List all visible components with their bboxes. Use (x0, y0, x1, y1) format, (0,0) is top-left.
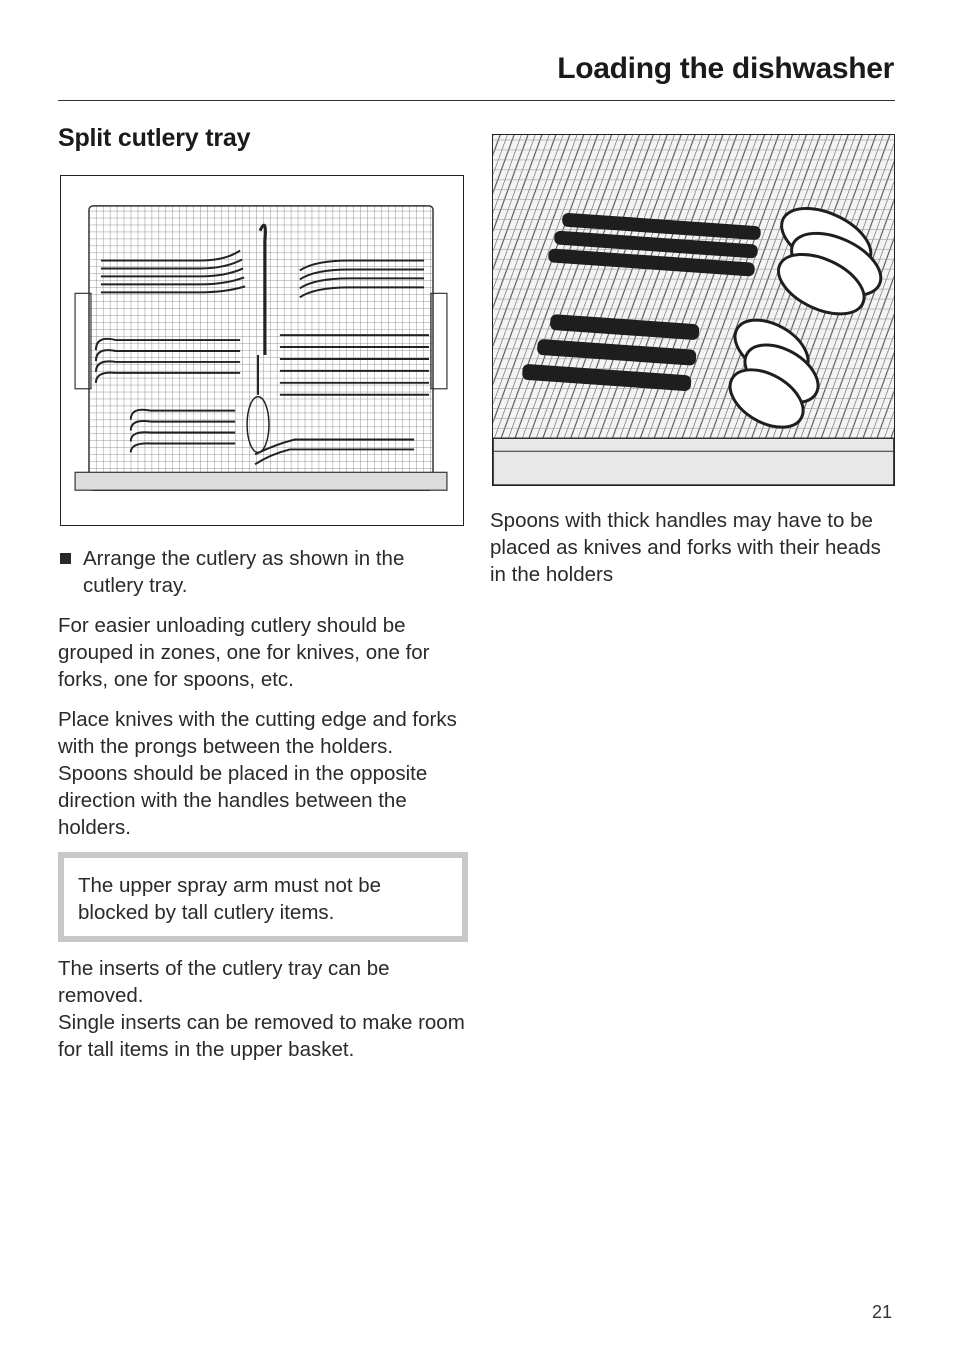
bullet-text: Arrange the cutlery as shown in the cutlery tray. (83, 547, 405, 597)
bullet-item (58, 545, 468, 599)
right-column (490, 134, 895, 588)
paragraph-single-inserts: Single inserts can be removed to make room for tall items in the upper basket. (58, 1011, 465, 1061)
paragraph-inserts-removable: The inserts of the cutlery tray can be removed. (58, 957, 390, 1007)
section-title: Split cutlery tray (58, 124, 251, 152)
warning-note-text: The upper spray arm must not be blocked by tall cutlery items. (78, 874, 382, 924)
paragraph-placement: Place knives with the cutting edge and forks with the prongs between the holders. Spoons should be placed in the opposite direction with the handles between the holders. (58, 708, 457, 839)
header-divider (58, 100, 895, 101)
cutlery-tray-illustration (60, 175, 464, 526)
thick-handle-spoons-drawing (493, 135, 894, 485)
left-column (58, 124, 468, 1063)
warning-note-box (58, 852, 468, 942)
thick-handle-spoons-illustration (492, 134, 895, 486)
thick-handle-caption: Spoons with thick handles may have to be placed as knives and forks with their heads in the holders (490, 509, 881, 586)
bullet-square-icon (60, 553, 71, 564)
paragraph-grouping: For easier unloading cutlery should be grouped in zones, one for knives, one for forks, one for spoons, etc. (58, 614, 430, 691)
page-number: 21 (871, 1302, 892, 1322)
cutlery-tray-drawing (61, 176, 463, 525)
page-header-title: Loading the dishwasher (557, 52, 894, 85)
